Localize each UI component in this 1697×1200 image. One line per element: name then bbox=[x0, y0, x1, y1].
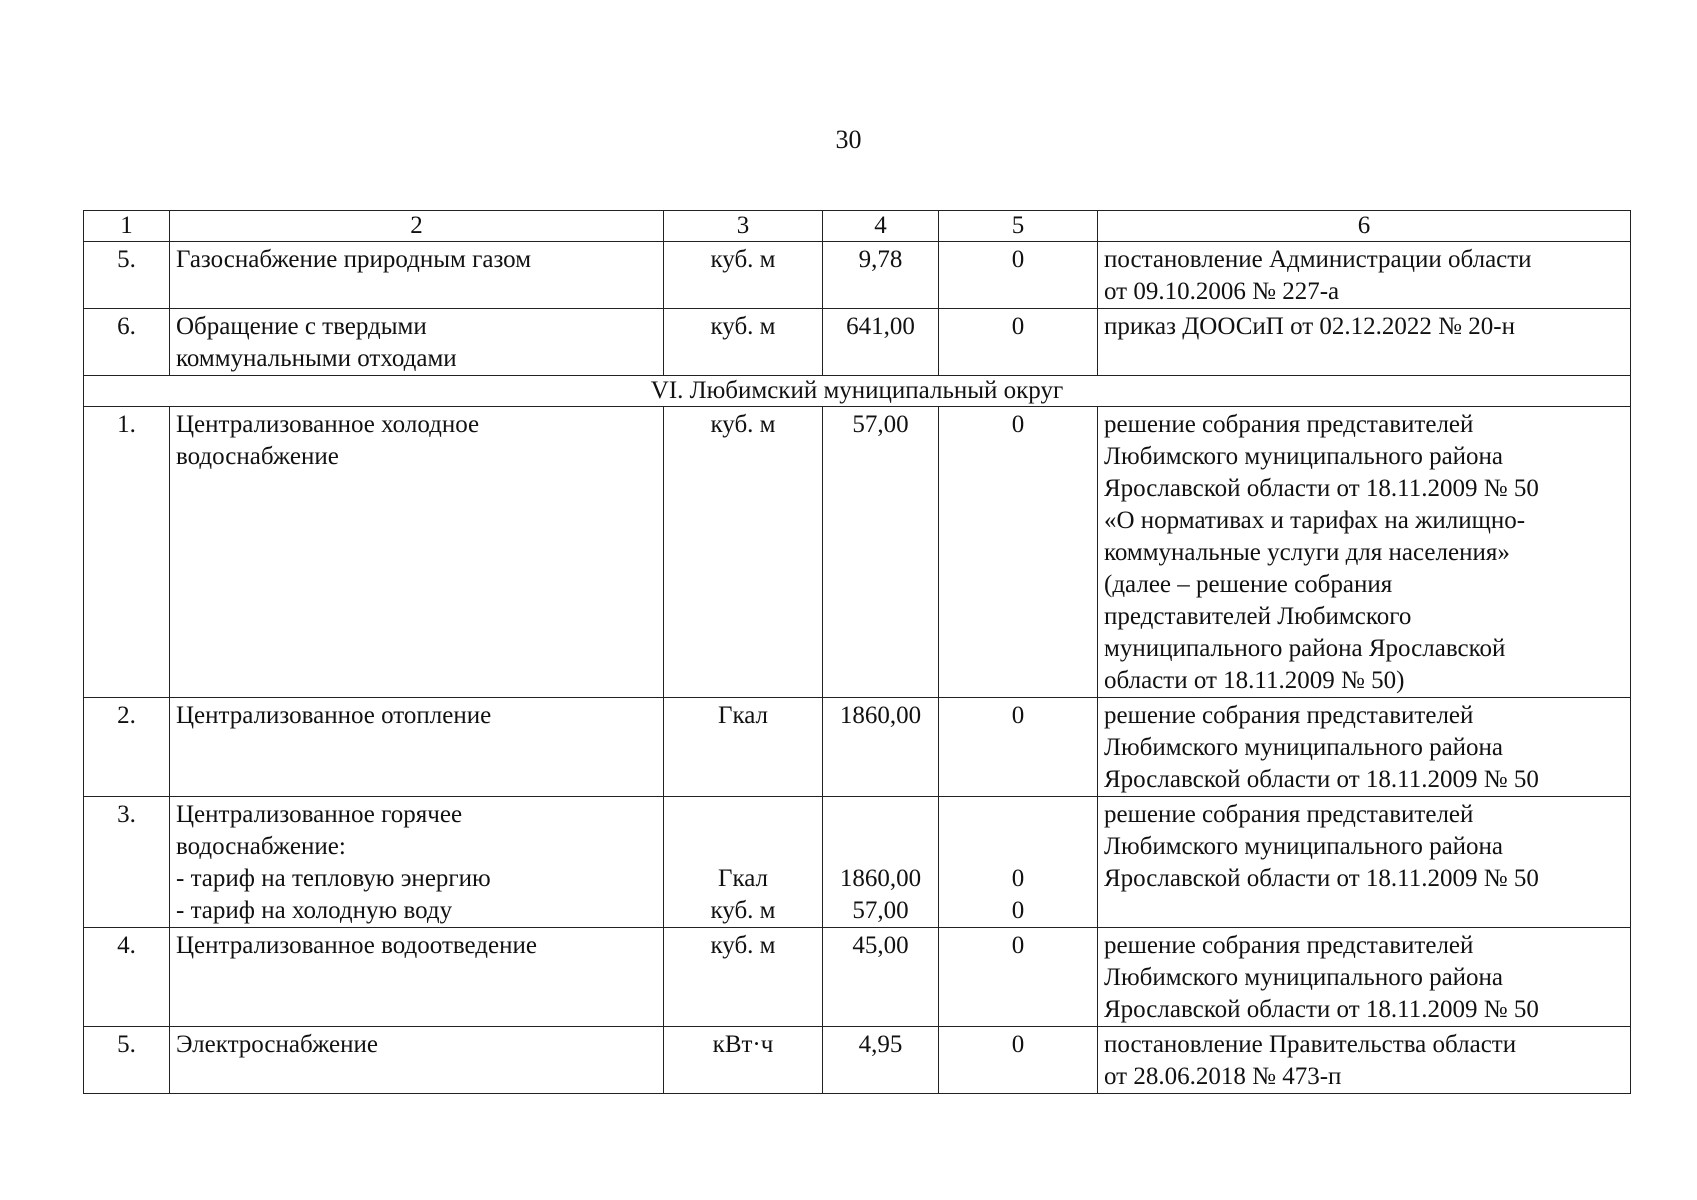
cell-line: водоснабжение bbox=[176, 443, 339, 470]
col5-value-cell bbox=[939, 928, 1098, 1027]
row-number-cell: 2. bbox=[84, 698, 170, 797]
cell-line: решение собрания представителей bbox=[1104, 801, 1474, 828]
unit-cell bbox=[664, 928, 823, 1027]
row-number-cell: 3. bbox=[84, 797, 170, 928]
tariff-value-cell bbox=[823, 309, 939, 376]
col5-value-cell bbox=[939, 407, 1098, 698]
cell-line: области от 18.11.2009 № 50) bbox=[1104, 667, 1405, 694]
cell-line: 45,00 bbox=[852, 932, 909, 959]
cell-line: 0 bbox=[1011, 932, 1025, 959]
legal-basis-cell bbox=[1098, 309, 1631, 376]
unit-cell bbox=[664, 407, 823, 698]
legal-basis-cell bbox=[1098, 698, 1631, 797]
service-name-cell bbox=[170, 1027, 664, 1094]
cell-line: 0 bbox=[1011, 1031, 1025, 1058]
cell-line: Гкал bbox=[717, 865, 768, 892]
cell-line bbox=[829, 799, 932, 831]
row-number-cell: 5. bbox=[84, 1027, 170, 1094]
service-name-cell bbox=[170, 928, 664, 1027]
cell-line: коммунальными отходами bbox=[176, 345, 457, 372]
unit-cell bbox=[664, 797, 823, 928]
cell-line: Любимского муниципального района bbox=[1104, 833, 1504, 860]
cell-line: кВт·ч bbox=[712, 1031, 774, 1058]
legal-basis-cell bbox=[1098, 407, 1631, 698]
row-number-cell: 5. bbox=[84, 242, 170, 309]
cell-line: 0 bbox=[1011, 897, 1025, 924]
tariff-value-cell bbox=[823, 698, 939, 797]
cell-line: 641,00 bbox=[846, 313, 915, 340]
cell-line bbox=[670, 831, 816, 863]
cell-line: Ярославской области от 18.11.2009 № 50 bbox=[1104, 996, 1539, 1023]
row-number-cell: 6. bbox=[84, 309, 170, 376]
unit-cell bbox=[664, 1027, 823, 1094]
header-cell: 2 bbox=[170, 211, 664, 242]
cell-line: куб. м bbox=[710, 932, 776, 959]
unit-cell bbox=[664, 242, 823, 309]
cell-line: (далее – решение собрания bbox=[1104, 571, 1393, 598]
cell-line bbox=[945, 831, 1091, 863]
cell-line: Централизованное отопление bbox=[176, 702, 492, 729]
header-cell: 3 bbox=[664, 211, 823, 242]
table-row bbox=[84, 242, 1631, 309]
row-number-cell: 4. bbox=[84, 928, 170, 1027]
legal-basis-cell bbox=[1098, 242, 1631, 309]
section-title: VI. Любимский муниципальный округ bbox=[84, 376, 1631, 407]
cell-line: решение собрания представителей bbox=[1104, 411, 1474, 438]
tariff-value-cell bbox=[823, 407, 939, 698]
cell-line: 1860,00 bbox=[839, 702, 922, 729]
col5-value-cell bbox=[939, 797, 1098, 928]
row-number-cell: 1. bbox=[84, 407, 170, 698]
legal-basis-cell bbox=[1098, 797, 1631, 928]
cell-line: постановление Правительства области bbox=[1104, 1031, 1517, 1058]
cell-line: представителей Любимского bbox=[1104, 603, 1412, 630]
page-number: 30 bbox=[835, 125, 862, 154]
table-row bbox=[84, 309, 1631, 376]
cell-line: 0 bbox=[1011, 246, 1025, 273]
tariff-value-cell bbox=[823, 242, 939, 309]
cell-line: 57,00 bbox=[852, 897, 909, 924]
legal-basis-cell bbox=[1098, 1027, 1631, 1094]
cell-line: 57,00 bbox=[852, 411, 909, 438]
cell-line: - тариф на тепловую энергию bbox=[176, 865, 491, 892]
header-cell: 5 bbox=[939, 211, 1098, 242]
cell-line bbox=[670, 799, 816, 831]
header-cell: 6 bbox=[1098, 211, 1631, 242]
cell-line: Централизованное горячее bbox=[176, 801, 463, 828]
table-row bbox=[84, 1027, 1631, 1094]
table-row bbox=[84, 928, 1631, 1027]
cell-line: 4,95 bbox=[858, 1031, 903, 1058]
cell-line: - тариф на холодную воду bbox=[176, 897, 453, 924]
cell-line: от 28.06.2018 № 473-п bbox=[1104, 1063, 1342, 1090]
service-name-cell bbox=[170, 407, 664, 698]
cell-line: Ярославской области от 18.11.2009 № 50 bbox=[1104, 865, 1539, 892]
cell-line: 0 bbox=[1011, 702, 1025, 729]
cell-line: Централизованное водоотведение bbox=[176, 932, 537, 959]
unit-cell bbox=[664, 698, 823, 797]
service-name-cell bbox=[170, 797, 664, 928]
header-cell: 4 bbox=[823, 211, 939, 242]
cell-line: коммунальные услуги для населения» bbox=[1104, 539, 1510, 566]
cell-line bbox=[829, 831, 932, 863]
tariff-table bbox=[83, 210, 1631, 1094]
service-name-cell bbox=[170, 242, 664, 309]
table-row bbox=[84, 797, 1631, 928]
cell-line: 0 bbox=[1011, 313, 1025, 340]
cell-line: муниципального района Ярославской bbox=[1104, 635, 1506, 662]
service-name-cell bbox=[170, 698, 664, 797]
cell-line: куб. м bbox=[710, 246, 776, 273]
cell-line: куб. м bbox=[710, 313, 776, 340]
service-name-cell bbox=[170, 309, 664, 376]
cell-line bbox=[945, 799, 1091, 831]
cell-line: Ярославской области от 18.11.2009 № 50 bbox=[1104, 475, 1539, 502]
cell-line: решение собрания представителей bbox=[1104, 932, 1474, 959]
header-cell: 1 bbox=[84, 211, 170, 242]
cell-line: 0 bbox=[1011, 411, 1025, 438]
cell-line: Электроснабжение bbox=[176, 1031, 378, 1058]
col5-value-cell bbox=[939, 1027, 1098, 1094]
cell-line: Ярославской области от 18.11.2009 № 50 bbox=[1104, 766, 1539, 793]
tariff-value-cell bbox=[823, 797, 939, 928]
cell-line: водоснабжение: bbox=[176, 833, 346, 860]
cell-line: Любимского муниципального района bbox=[1104, 964, 1504, 991]
cell-line: Любимского муниципального района bbox=[1104, 734, 1504, 761]
col5-value-cell bbox=[939, 309, 1098, 376]
cell-line: от 09.10.2006 № 227-а bbox=[1104, 278, 1340, 305]
cell-line: 9,78 bbox=[858, 246, 903, 273]
cell-line: приказ ДООСиП от 02.12.2022 № 20-н bbox=[1104, 313, 1515, 340]
table-row bbox=[84, 698, 1631, 797]
cell-line: куб. м bbox=[710, 411, 776, 438]
cell-line: куб. м bbox=[710, 897, 776, 924]
cell-line: постановление Администрации области bbox=[1104, 246, 1532, 273]
legal-basis-cell bbox=[1098, 928, 1631, 1027]
cell-line: 0 bbox=[1011, 865, 1025, 892]
cell-line: Обращение с твердыми bbox=[176, 313, 427, 340]
table-row bbox=[84, 407, 1631, 698]
unit-cell bbox=[664, 309, 823, 376]
cell-line: Любимского муниципального района bbox=[1104, 443, 1504, 470]
cell-line: Газоснабжение природным газом bbox=[176, 246, 532, 273]
section-row bbox=[84, 376, 1631, 407]
tariff-value-cell bbox=[823, 928, 939, 1027]
tariff-value-cell bbox=[823, 1027, 939, 1094]
table-header-row bbox=[84, 211, 1631, 242]
cell-line: решение собрания представителей bbox=[1104, 702, 1474, 729]
cell-line: 1860,00 bbox=[839, 865, 922, 892]
col5-value-cell bbox=[939, 242, 1098, 309]
col5-value-cell bbox=[939, 698, 1098, 797]
cell-line: Централизованное холодное bbox=[176, 411, 480, 438]
cell-line: «О нормативах и тарифах на жилищно- bbox=[1104, 507, 1526, 534]
cell-line: Гкал bbox=[717, 702, 768, 729]
